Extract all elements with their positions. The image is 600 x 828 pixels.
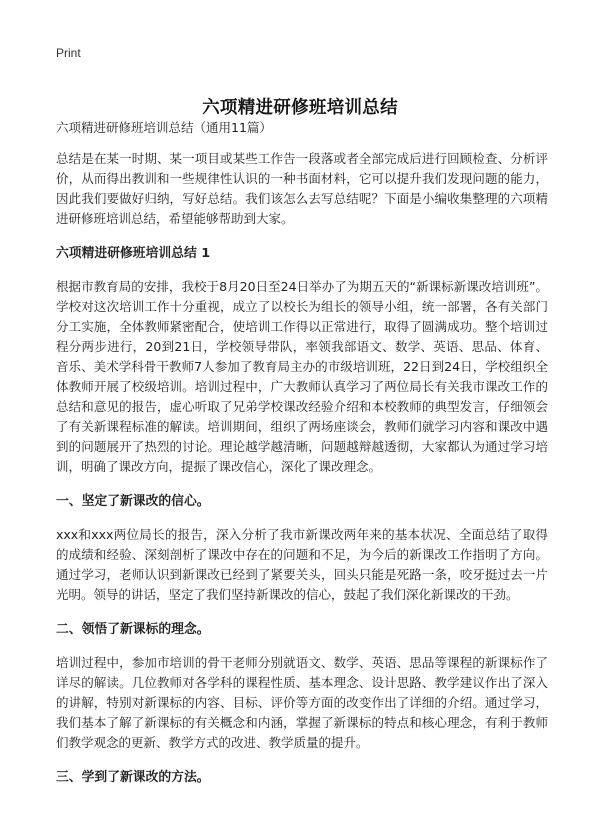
section-heading-1: 六项精进研修班培训总结 1: [56, 246, 211, 261]
confidence-paragraph: xxx和xxx两位局长的报告，深入分析了我市新课改两年来的基本状况、全面总结了取得的成绩和经验、深刻剖析了课改中存在的问题和不足，为今后的新课改工作指明了方向。通过学习，老师认识到新课改已经到了紧要关头，回头只能是死路一条，咬牙挺过去一片光明。领导的讲话，坚定了我们坚持新课改的信心，鼓起了我们深化新课改的干劲。: [56, 527, 548, 602]
section-1-paragraph: 根据市教育局的安排，我校于8月20日至24日举办了为期五天的“新课标新课改培训班”。学校对这次培训工作十分重视，成立了以校长为组长的领导小组，统一部署，各有关部门分工实施，全体教师紧密配合，使培训工作得以正常进行，取得了圆满成功。整个培训过程分两步进行，20到21日，学校领导带队，率领我部语文、数学、英语、思品、体育、音乐、美术学科骨干教师7人参加了教育局主办的市级培训班，22日到24日，学校组织全体教师开展了校级培训。培训过程中，广大教师认真学习了两位局长有关我市课改工作的总结和意见的报告，虚心听取了兄弟学校课改经验介绍和本校教师的典型发言，仔细领会了有关新课程标准的解读。培训期间，组织了两场座谈会，教师们就学习内容和课改中遇到的问题展开了热烈的讨论。理论越学越清晰，问题越辩越透彻，大家都认为通过学习培训，明确了课改方向，提振了课改信心，深化了课改理念。: [56, 279, 548, 474]
article-subtitle: 六项精进研修班培训总结（通用11篇）: [56, 120, 272, 135]
print-link[interactable]: Print: [56, 46, 81, 60]
article-body: [56, 118, 548, 801]
page-title: 六项精进研修班培训总结: [202, 97, 398, 118]
concepts-paragraph: 培训过程中，参加市培训的骨干老师分别就语文、数学、英语、思品等课程的新课标作了详尽的解读。几位教师对各学科的课程性质、基本理念、设计思路、教学建议作出了深入的讲解，特别对新课标的内容、目标、评价等方面的改变作出了详细的介绍。通过学习，我们基本了解了新课标的有关概念和内涵，掌握了新课标的特点和核心理念，有利于教师们教学观念的更新、教学方式的改进、教学质量的提升。: [56, 655, 548, 750]
subheading-confidence: 一、坚定了新课改的信心。: [56, 494, 210, 509]
intro-paragraph: 总结是在某一时期、某一项目或某些工作告一段落或者全部完成后进行回顾检查、分析评价，从而得出教训和一些规律性认识的一种书面材料，它可以提升我们发现问题的能力，因此我们要做好归纳，写好总结。我们该怎么去写总结呢？下面是小编收集整理的六项精进研修班培训总结，希望能够帮助到大家。: [56, 151, 548, 226]
subheading-methods: 三、学到了新课改的方法。: [56, 770, 210, 785]
subheading-concepts: 二、领悟了新课标的理念。: [56, 622, 210, 637]
